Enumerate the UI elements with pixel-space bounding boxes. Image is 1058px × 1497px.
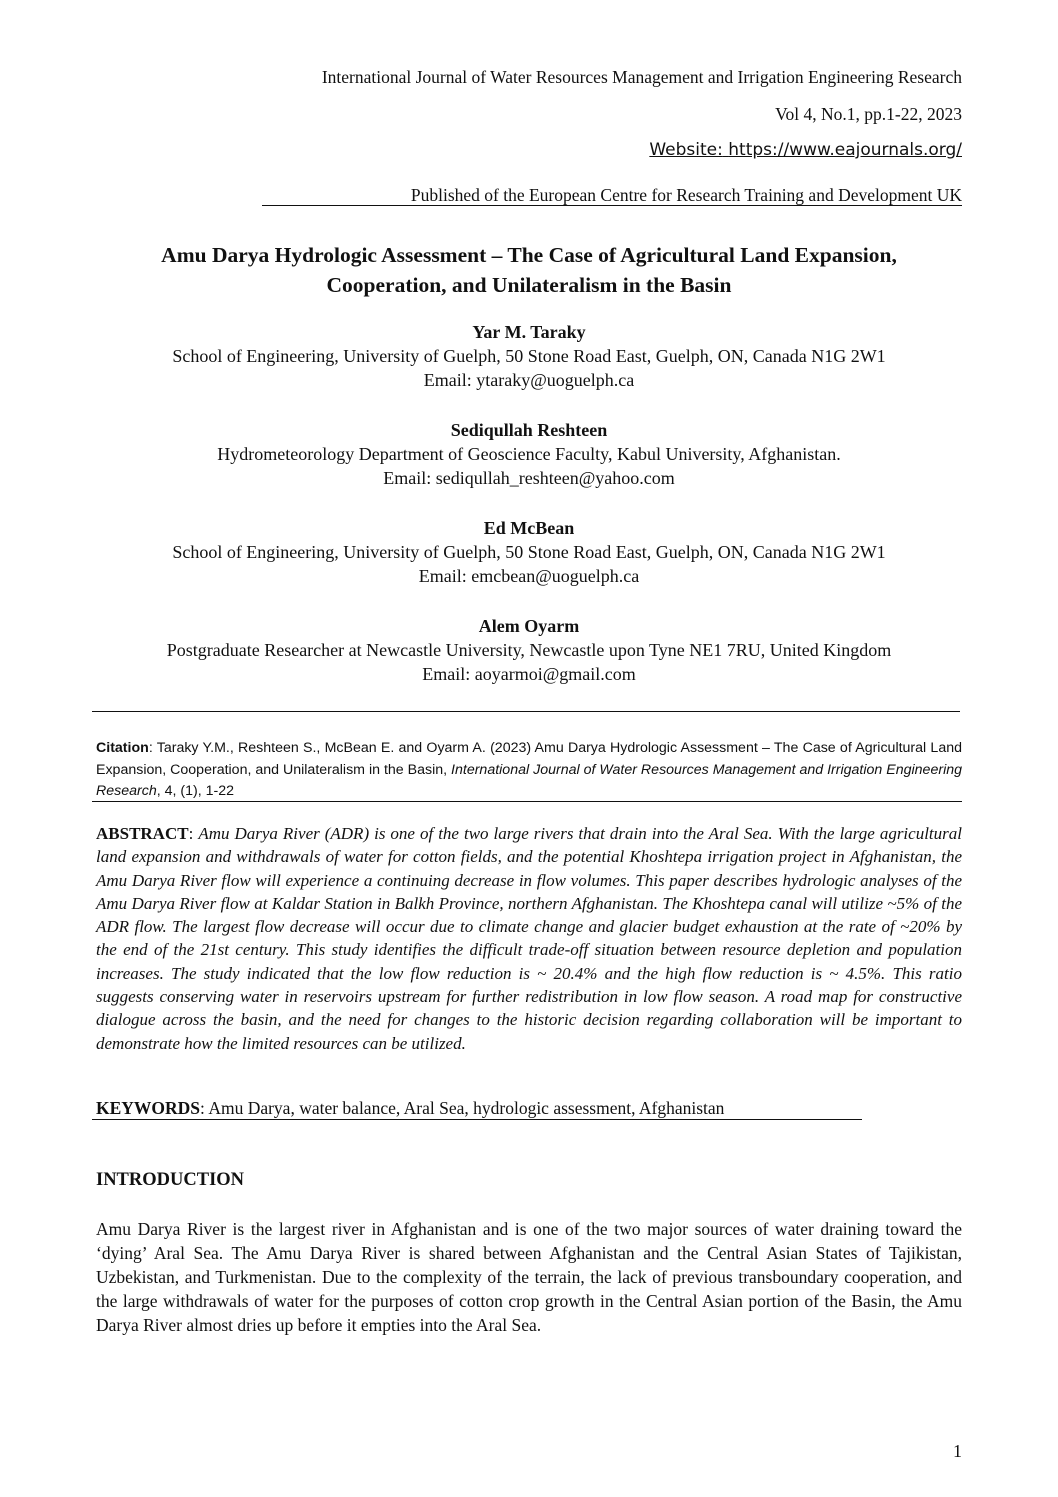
author-affiliation: Hydrometeorology Department of Geoscience Faculty, Kabul University, Afghanistan. <box>217 444 841 464</box>
section-heading: INTRODUCTION <box>96 1170 245 1190</box>
author-affiliation: School of Engineering, University of Guelph, 50 Stone Road East, Guelph, ON, Canada N1G 2W1 <box>172 542 886 562</box>
publisher-block <box>262 184 962 206</box>
keywords-label: KEYWORDS <box>96 1098 201 1118</box>
journal-name: International Journal of Water Resources Management and Irrigation Engineering Research <box>321 67 962 87</box>
author-email: Email: sediqullah_reshteen@yahoo.com <box>383 468 675 488</box>
title-line-2: Cooperation, and Unilateralism in the Basin <box>326 273 732 297</box>
author-email: Email: aoyarmoi@gmail.com <box>422 664 636 684</box>
divider-rule <box>92 801 962 802</box>
citation-block <box>96 738 962 803</box>
author-name: Alem Oyarm <box>478 616 580 636</box>
abstract-text: Amu Darya River (ADR) is one of the two large rivers that drain into the Aral Sea. With the large agricultural land expansion and withdrawals of water for cotton fields, and the potential Khoshtepa irrigation project in Afghanistan, the Amu Darya River flow will experience a continuing decrease in flow volumes. This paper describes hydrologic analyses of the Amu Darya River flow at Kaldar Station in Balkh Province, northern Afghanistan. The Khoshtepa canal will utilize ~5% of the ADR flow. The largest flow decrease will occur due to climate change and glacier budget exhaustion at the rate of ~20% by the end of the 21st century. This study identifies the difficult trade-off situation between resource depletion and population increases. The study indicated that the low flow reduction is ~ 20.4% and the high flow reduction is ~ 4.5%. This ratio suggests conserving water in reservoirs upstream for further redistribution in low flow season. A road map for constructive dialogue across the basin, and the need for changes to the historic decision regarding collaboration will be important to demonstrate how the limited resources can be utilized. <box>96 824 962 1053</box>
page-number: 1 <box>953 1441 962 1461</box>
abstract-label: ABSTRACT <box>96 824 189 843</box>
abstract-block: ABSTRACT: Amu Darya River (ADR) is one of the two large rivers that drain into the Aral Sea. With the large agricultural land expansion and withdrawals of water for cotton fields, and the potential Khoshtepa irrigation project in Afghanistan, the Amu Darya River flow will experience a continuing decrease in flow volumes. This paper describes hydrologic analyses of the Amu Darya River flow at Kaldar Station in Balkh Province, northern Afghanistan. The Khoshtepa canal will utilize ~5% of the ADR flow. The largest flow decrease will occur due to climate change and glacier budget exhaustion at the rate of ~20% by the end of the 21st century. This study identifies the difficult trade-off situation between resource depletion and population increases. The study indicated that the low flow reduction is ~ 20.4% and the high flow reduction is ~ 4.5%. This ratio suggests conserving water in reservoirs upstream for further redistribution in low flow season. A road map for constructive dialogue across the basin, and the need for changes to the historic decision regarding collaboration will be important to demonstrate how the limited resources can be utilized. <box>96 824 962 1053</box>
author-block <box>96 516 962 588</box>
author-name: Yar M. Taraky <box>472 322 586 342</box>
citation-label: Citation <box>96 740 149 756</box>
citation-journal: International Journal of Water Resources Management and Irrigation Engineering Research <box>96 761 962 799</box>
author-affiliation: Postgraduate Researcher at Newcastle University, Newcastle upon Tyne NE1 7RU, United Kingdom <box>166 640 892 660</box>
publisher-line: Published of the European Centre for Research Training and Development UK <box>410 185 962 205</box>
author-email: Email: emcbean@uoguelph.ca <box>418 566 640 586</box>
keywords-line <box>96 1096 724 1120</box>
author-name: Ed McBean <box>483 518 575 538</box>
citation-details: , 4, (1), 1-22 <box>156 783 235 799</box>
keywords-text: : Amu Darya, water balance, Aral Sea, hydrologic assessment, Afghanistan <box>200 1098 725 1118</box>
author-email: Email: ytaraky@uoguelph.ca <box>423 370 635 390</box>
author-block <box>96 614 962 686</box>
author-block <box>96 418 962 490</box>
divider-rule <box>92 1119 862 1120</box>
author-block <box>96 320 962 392</box>
author-name: Sediqullah Reshteen <box>450 420 608 440</box>
publisher-underline <box>262 205 962 206</box>
volume-info: Vol 4, No.1, pp.1-22, 2023 <box>775 104 962 124</box>
website-line <box>649 139 962 161</box>
website-label: Website: <box>649 140 723 160</box>
title-line-1: Amu Darya Hydrologic Assessment – The Case of Agricultural Land Expansion, <box>161 243 897 267</box>
introduction-paragraph: Amu Darya River is the largest river in Afghanistan and is one of the two major sources of water draining toward the ‘dying’ Aral Sea. The Amu Darya River is shared between Afghanistan and the Central Asian States of Tajikistan, Uzbekistan, and Turkmenistan. Due to the complexity of the terrain, the lack of previous transboundary cooperation, and the large withdrawals of water for the purposes of cotton crop growth in the Central Asian portion of the Basin, the Amu Darya River almost dries up before it empties into the Aral Sea. <box>96 1219 962 1335</box>
paper-title <box>96 240 962 300</box>
website-link[interactable]: https://www.eajournals.org/ <box>728 140 962 160</box>
author-affiliation: School of Engineering, University of Guelph, 50 Stone Road East, Guelph, ON, Canada N1G 2W1 <box>172 346 886 366</box>
divider-rule <box>92 711 960 712</box>
citation-text: : Taraky Y.M., Reshteen S., McBean E. and Oyarm A. (2023) Amu Darya Hydrologic Assessment – The Case of Agricultural Land Expansion, Cooperation, and Unilateralism in the Basin, <box>96 740 962 778</box>
